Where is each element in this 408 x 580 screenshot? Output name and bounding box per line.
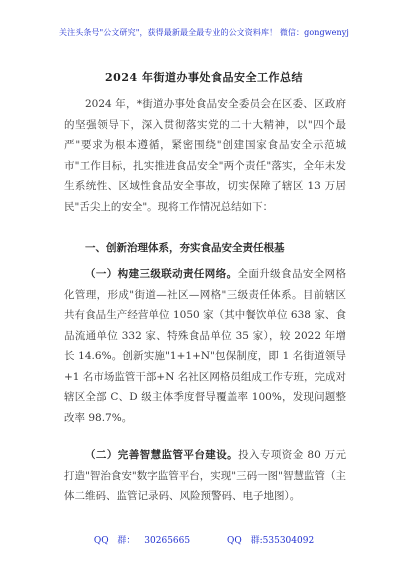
item-lead-1: （一）构建三级联动责任网络。: [85, 268, 238, 280]
document-title: 2024 年街道办事处食品安全工作总结: [105, 71, 303, 84]
section-heading-1: 一、创新治理体系，夯实食品安全责任根基: [85, 242, 285, 254]
item-lead-2: （二）完善智慧监管平台建设。: [85, 449, 239, 461]
header-note: 关注头条号"公文研究"，获得最新最全最专业的公文资料库！ 微信：gongwenyj: [59, 28, 349, 37]
footer-qq-group-1: QQ 群： 30265665: [93, 536, 191, 546]
footer-qq-group-2: QQ 群:535304092: [226, 536, 315, 546]
item-paragraph-2: [64, 445, 346, 507]
item-body-2: 投入专项资金 80 万元打造"智治食安"数字监管平台，实现"三码一图"智慧监管（主体二维码、监管记录码、风险预警码、电子地图）。: [64, 449, 346, 502]
intro-paragraph: 2024 年，*街道办事处食品安全委员会在区委、区政府的坚强领导下，深入贯彻落实党的二十大精神，以"四个最严"要求为根本遵循，紧密围绕"创建国家食品安全示范城市"工作目标，扎实推进食品安全"两个责任"落实，全年未发生系统性、区域性食品安全事故，切实保障了辖区 13 万居民"舌尖上的安全"。现将工作情况总结如下：: [64, 98, 346, 213]
item-body-1: 全面升级食品安全网格化管理，形成"街道—社区—网格"三级责任体系。目前辖区共有食品生产经营单位 1050 家（其中餐饮单位 638 家、食品流通单位 332 家、特殊食品单位 35 家），较 2022 年增长 14.6%。创新实施"1+1+N"包保制度，即 1 名街道领导+1 名市场监管干部+N 名社区网格员组成工作专班，完成对辖区全部 C、D 级主体季度督导覆盖率 100%，发现问题整改率 98.7%。: [64, 268, 347, 424]
footer-contact: [0, 533, 408, 546]
item-paragraph-1: [64, 264, 346, 428]
